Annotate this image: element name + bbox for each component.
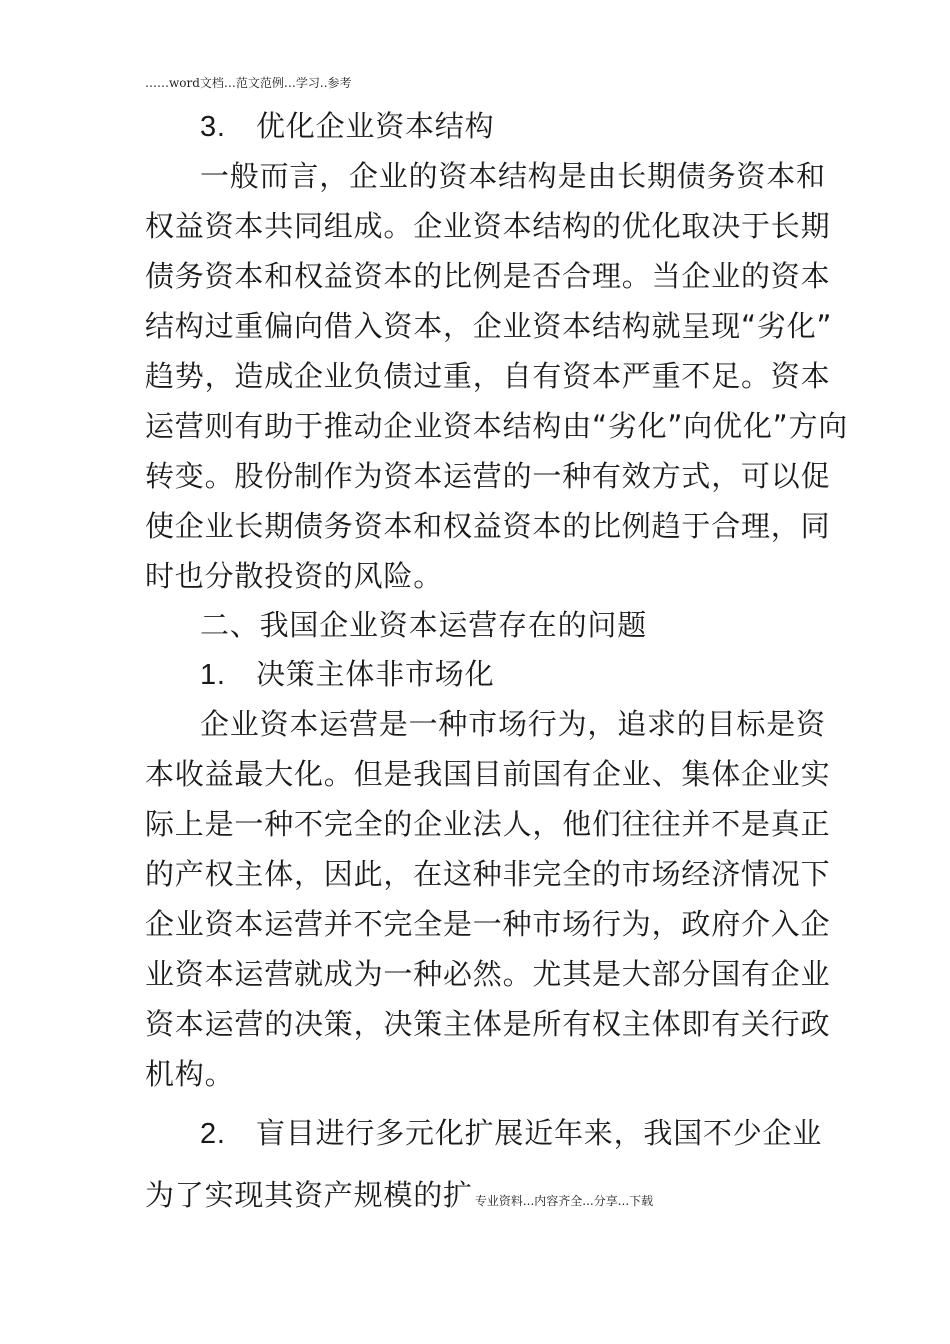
paragraph-1-line: 时也分散投资的风险。	[145, 559, 444, 593]
paragraph-2-line: 企业资本运营并不完全是一种市场行为，政府介入企	[145, 907, 831, 941]
paragraph-2-line: 业资本运营就成为一种必然。尤其是大部分国有企业	[145, 957, 831, 991]
paragraph-1-line: 债务资本和权益资本的比例是否合理。当企业的资本	[145, 259, 831, 293]
section-2-title: 盲目进行多元化扩展近年来，我国不少企业	[256, 1116, 823, 1150]
paragraph-2-line: 企业资本运营是一种市场行为，追求的目标是资	[200, 707, 826, 741]
last-line-text: 为了实现其资产规模的扩	[145, 1178, 473, 1212]
page-footer: 专业资料...内容齐全...分享...下载	[474, 1194, 654, 1208]
paragraph-1-line: 运营则有助于推动企业资本结构由“劣化”向优化”方向	[145, 409, 849, 443]
paragraph-2-line: 机构。	[145, 1057, 235, 1091]
section-1-heading	[200, 654, 880, 695]
paragraph-1-line: 使企业长期债务资本和权益资本的比例趋于合理，同	[145, 509, 831, 543]
chapter-heading: 二、我国企业资本运营存在的问题	[200, 608, 648, 642]
paragraph-2-line: 本收益最大化。但是我国目前国有企业、集体企业实	[145, 757, 831, 791]
paragraph-2-line: 资本运营的决策，决策主体是所有权主体即有关行政	[145, 1007, 831, 1041]
page-header: ……word文档…范文范例…学习..参考	[145, 76, 352, 90]
paragraph-1-line: 转变。股份制作为资本运营的一种有效方式，可以促	[145, 459, 831, 493]
section-2-number: 2.	[200, 1118, 226, 1150]
section-1-title: 决策主体非市场化	[256, 657, 495, 691]
section-3-title: 优化企业资本结构	[256, 109, 495, 143]
section-3-number: 3.	[200, 111, 226, 143]
paragraph-2-line: 的产权主体，因此，在这种非完全的市场经济情况下	[145, 857, 831, 891]
paragraph-1-line: 一般而言，企业的资本结构是由长期债务资本和	[200, 159, 826, 193]
last-text-line	[145, 1175, 825, 1221]
section-3-heading	[200, 106, 880, 147]
paragraph-1-line: 权益资本共同组成。企业资本结构的优化取决于长期	[145, 209, 831, 243]
section-1-number: 1.	[200, 659, 226, 691]
section-2-heading	[200, 1113, 880, 1154]
paragraph-1-line: 结构过重偏向借入资本，企业资本结构就呈现“劣化”	[145, 309, 833, 343]
paragraph-2-line: 际上是一种不完全的企业法人，他们往往并不是真正	[145, 807, 831, 841]
paragraph-1-line: 趋势，造成企业负债过重，自有资本严重不足。资本	[145, 359, 831, 393]
